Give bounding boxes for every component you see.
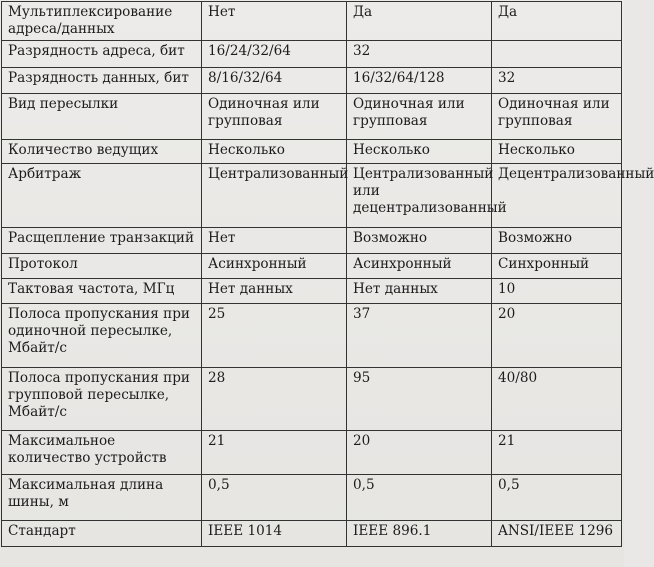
table-row (2, 228, 622, 254)
row-label: Расщепление транзакций (2, 228, 202, 254)
table-row (2, 41, 622, 68)
table-cell: Несколько (202, 140, 347, 164)
table-cell: Да (492, 2, 622, 41)
table-cell: IEEE 1014 (202, 521, 347, 547)
table-cell: Нет данных (202, 279, 347, 304)
table-row (2, 164, 622, 228)
row-label: Разрядность данных, бит (2, 68, 202, 94)
row-label: Полоса пропускания при групповой пересылке, Мбайт/с (2, 368, 202, 431)
table-cell: Децентрализованный (492, 164, 622, 228)
table-cell: Одиночная или групповая (347, 94, 492, 140)
table-cell: Да (347, 2, 492, 41)
table-cell: Централизованный или децентрализованный (347, 164, 492, 228)
table-cell: Нет (202, 2, 347, 41)
table-cell: 25 (202, 304, 347, 368)
table-cell: ANSI/IEEE 1296 (492, 521, 622, 547)
table-row (2, 2, 622, 41)
row-label: Стандарт (2, 521, 202, 547)
table-row (2, 431, 622, 475)
table-cell: 32 (492, 68, 622, 94)
table-row (2, 94, 622, 140)
table-row (2, 521, 622, 547)
table-cell: 8/16/32/64 (202, 68, 347, 94)
table-cell: Централизованный (202, 164, 347, 228)
table-cell: 10 (492, 279, 622, 304)
row-label: Полоса пропускания при одиночной пересылке, Мбайт/с (2, 304, 202, 368)
table-cell: 28 (202, 368, 347, 431)
table-cell: 40/80 (492, 368, 622, 431)
table-row (2, 254, 622, 279)
table-cell: Одиночная или групповая (202, 94, 347, 140)
table-cell: Синхронный (492, 254, 622, 279)
row-label: Максимальное количество устройств (2, 431, 202, 475)
table-cell: Возможно (347, 228, 492, 254)
table-cell: 20 (492, 304, 622, 368)
row-label: Тактовая частота, МГц (2, 279, 202, 304)
table-cell: Нет данных (347, 279, 492, 304)
row-label: Количество ведущих (2, 140, 202, 164)
table-row (2, 68, 622, 94)
table-cell: 95 (347, 368, 492, 431)
table-row (2, 304, 622, 368)
table-cell: 32 (347, 41, 492, 68)
table-cell: Асинхронный (202, 254, 347, 279)
bus-comparison-table (1, 1, 654, 547)
table-cell (492, 41, 622, 68)
table-cell: 21 (202, 431, 347, 475)
table-cell: Несколько (492, 140, 622, 164)
table-cell: Одиночная или групповая (492, 94, 622, 140)
table-cell: 0,5 (202, 475, 347, 521)
table-row (2, 140, 622, 164)
row-label: Разрядность адреса, бит (2, 41, 202, 68)
table-cell: IEEE 896.1 (347, 521, 492, 547)
table-row (2, 368, 622, 431)
table-cell: Несколько (347, 140, 492, 164)
row-label: Протокол (2, 254, 202, 279)
table-cell: Возможно (492, 228, 622, 254)
row-label: Мультиплексирование адреса/данных (2, 2, 202, 41)
table-row (2, 279, 622, 304)
row-label: Арбитраж (2, 164, 202, 228)
table-cell: 0,5 (347, 475, 492, 521)
table-row (2, 475, 622, 521)
table-cell: Асинхронный (347, 254, 492, 279)
table-cell: 16/24/32/64 (202, 41, 347, 68)
table-cell: 20 (347, 431, 492, 475)
row-label: Максимальная длина шины, м (2, 475, 202, 521)
table-cell: 16/32/64/128 (347, 68, 492, 94)
table-cell: 37 (347, 304, 492, 368)
row-label: Вид пересылки (2, 94, 202, 140)
table-cell: Нет (202, 228, 347, 254)
table-cell: 21 (492, 431, 622, 475)
table-cell: 0,5 (492, 475, 622, 521)
